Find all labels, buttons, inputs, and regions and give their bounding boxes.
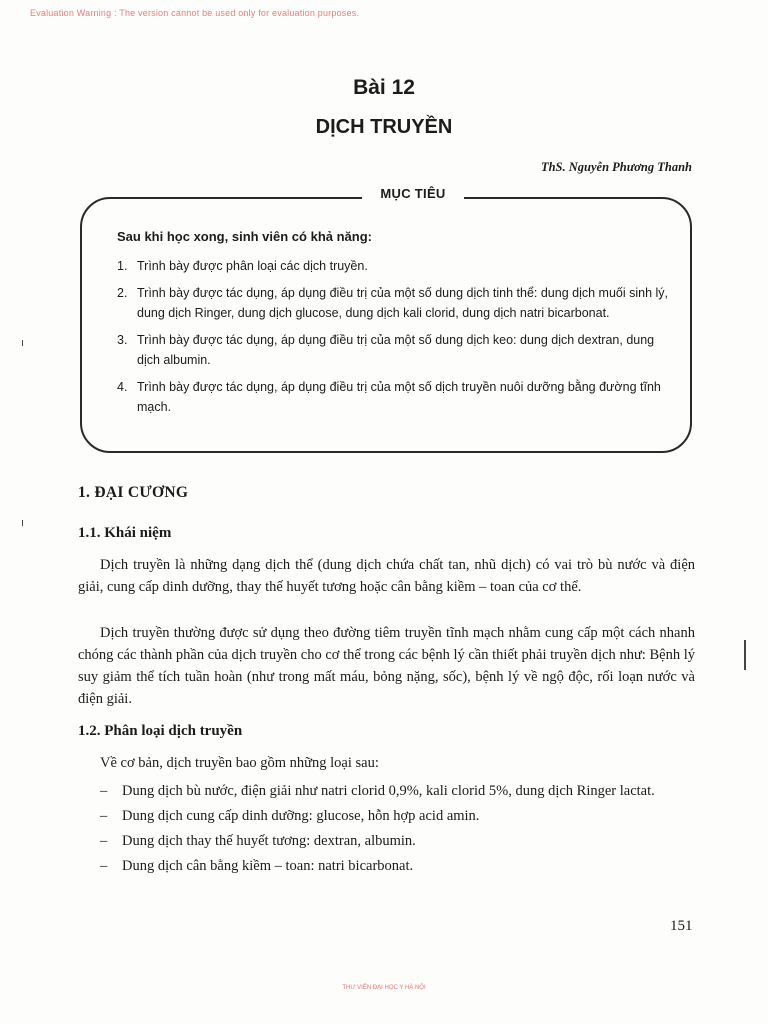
author-name: ThS. Nguyễn Phương Thanh <box>540 160 692 174</box>
objective-text: Trình bày được tác dụng, áp dụng điều trị của một số dung dịch tinh thể: dung dịch muối sinh lý, dung dịch Ringer, dung dịch glucose, dung dịch kali clorid, dung dịch natri bicarbonat. <box>137 286 668 320</box>
subsection-heading-classification: 1.2. Phân loại dịch truyền <box>78 723 243 739</box>
objective-item <box>117 330 679 370</box>
objective-item <box>117 283 679 323</box>
lesson-number: Bài 12 <box>353 76 415 99</box>
classification-list <box>100 780 700 880</box>
library-footer-mark: THƯ VIỆN ĐẠI HỌC Y HÀ NỘI <box>342 985 426 991</box>
objective-number: 3. <box>117 333 128 347</box>
concept-paragraph-2: Dịch truyền thường được sử dụng theo đường tiêm truyền tĩnh mạch nhằm cung cấp một cách nhanh chóng các thành phần của dịch truyền cho cơ thể trong các bệnh lý cần thiết phải truyền dịch như: Bệnh lý suy giảm thể tích tuần hoàn (như trong mất máu, bỏng nặng, sốc), bệnh lý về ngộ độc, rối loạn nước và điện giải. <box>78 625 695 707</box>
objective-number: 4. <box>117 380 128 394</box>
bullet-dash: – <box>100 783 108 799</box>
objective-number: 2. <box>117 286 128 300</box>
objectives-list <box>117 256 679 424</box>
objective-text: Trình bày được tác dụng, áp dụng điều trị của một số dịch truyền nuôi dưỡng bằng đường tĩnh mạch. <box>137 380 661 414</box>
scan-artifact <box>22 520 23 526</box>
bullet-dash: – <box>100 858 108 874</box>
list-item <box>100 805 700 827</box>
objective-text: Trình bày được phân loại các dịch truyền. <box>137 259 368 273</box>
subsection-heading-concept: 1.1. Khái niệm <box>78 525 172 541</box>
objectives-intro: Sau khi học xong, sinh viên có khả năng: <box>117 229 372 244</box>
section-heading-general: 1. ĐẠI CƯƠNG <box>78 484 189 501</box>
concept-paragraph-1: Dịch truyền là những dạng dịch thể (dung dịch chứa chất tan, nhũ dịch) có vai trò bù nước và điện giải, cung cấp dinh dưỡng, thay thế huyết tương hoặc cân bằng kiềm – toan của cơ thể. <box>78 557 695 595</box>
list-item-text: Dung dịch cân bằng kiềm – toan: natri bicarbonat. <box>122 858 414 874</box>
list-item <box>100 780 700 802</box>
scan-artifact <box>22 340 23 346</box>
objectives-heading: MỤC TIÊU <box>380 186 446 201</box>
objective-item <box>117 256 679 276</box>
objective-item <box>117 377 679 417</box>
list-item-text: Dung dịch cung cấp dinh dưỡng: glucose, hỗn hợp acid amin. <box>122 808 480 824</box>
objectives-heading-wrap <box>362 185 464 203</box>
evaluation-watermark: Evaluation Warning : The version cannot be used only for evaluation purposes. <box>30 8 360 18</box>
objective-text: Trình bày được tác dụng, áp dụng điều trị của một số dung dịch keo: dung dịch dextran, dung dịch albumin. <box>137 333 655 367</box>
lesson-title: DỊCH TRUYỀN <box>315 116 453 138</box>
page-number: 151 <box>670 918 693 934</box>
objectives-rule-left <box>180 197 358 199</box>
list-item <box>100 830 700 852</box>
list-item-text: Dung dịch bù nước, điện giải như natri clorid 0,9%, kali clorid 5%, dung dịch Ringer lactat. <box>122 783 655 799</box>
scan-artifact <box>744 640 746 670</box>
list-item-text: Dung dịch thay thế huyết tương: dextran, albumin. <box>122 833 416 849</box>
list-item <box>100 855 700 877</box>
classification-intro: Về cơ bản, dịch truyền bao gồm những loại sau: <box>100 755 379 771</box>
objective-number: 1. <box>117 259 128 273</box>
bullet-dash: – <box>100 833 108 849</box>
bullet-dash: – <box>100 808 108 824</box>
